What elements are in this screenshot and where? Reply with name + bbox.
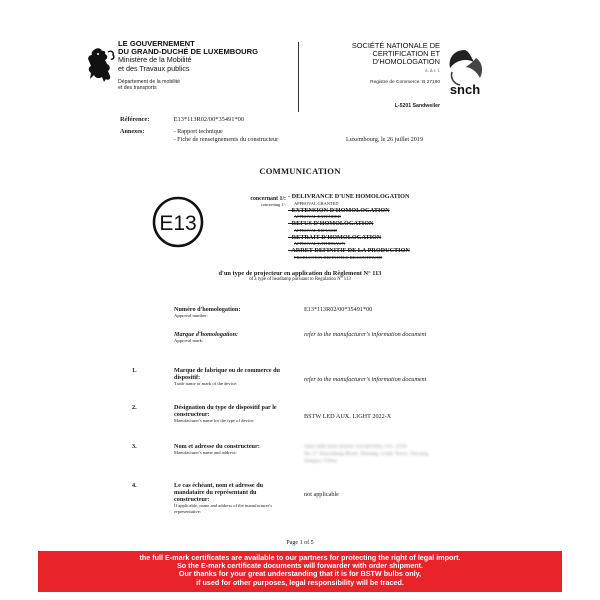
projector-en: of a type of headlamp pursuant to Regulation N° 113 [249,277,351,282]
document-title: COMMUNICATION [259,166,341,176]
issue-date: Luxembourg, le 26 juillet 2019 [346,136,424,143]
concern-item-fr: - RETRAIT D'HOMOLOGATION [288,233,382,241]
trade-name-value: refer to the manufacturer's information document [304,376,427,383]
emark-label: E13 [159,212,197,235]
projector-fr: d'un type de projecteur en application du Règlement N° 113 [218,270,382,277]
field-number: 2. [132,404,137,411]
manufacturer-line: No.17 Xinyuheng Road, Xintang, Cuiki Town, Taicang, [304,451,430,458]
field-label-en: Approval number: [174,313,208,318]
concern-item [288,235,498,247]
concerning-label [230,196,286,208]
banner-line: if used for other purposes, legal responsibility will be traced. [196,577,404,587]
concern-item-en: APPROVAL WITHDRAWN [294,241,346,247]
reference-value: E13*113R02/00*35491*00 [173,116,245,123]
snch-address: L-5201 Sandweiler [394,102,440,109]
concerning-label-en: concerning 1/: [260,202,286,208]
snch-registry: Registre de Commerce: B 27180 [370,79,440,85]
approval-number-value: E13*113R02/00*35491*00 [304,306,373,313]
concern-item-fr: - EXTENSION D'HOMOLOGATION [288,206,390,214]
projector-statement [0,270,600,282]
banner-line: the full E-mark certificates are available to our partners for protecting the right of legal import. [139,553,461,562]
gov-line-4: et des Travaux publics [118,63,190,73]
annex-item: - Fiche de renseignements du constructeur [173,135,279,143]
banner-line: So the E-mark certificate documents will forwarder with order shipment. [176,561,424,571]
field-number: 1. [132,367,137,374]
field-label-en: Manufacturer's name and address: [174,450,237,455]
dept-line-1: Département de la mobilité [118,78,180,85]
legal-notice-banner [38,551,562,592]
header-divider [298,42,299,112]
concern-item [288,194,498,206]
snch-logo-text: snch [449,82,481,97]
annexes-block [120,128,278,143]
field-label-fr: Désignation du type de dispositif par le constructeur: [174,404,277,418]
page-number: Page 1 of 5 [286,540,314,546]
emark-icon [152,196,204,248]
banner-line: Our thanks for your great understanding that it is for BSTW bulbs only, [178,569,422,579]
concern-item [288,221,498,233]
snch-line-1: SOCIÉTÉ NATIONALE DE [351,41,440,50]
government-header [118,40,298,91]
field-label-fr: Marque de fabrique ou de commerce du dispositif: [174,367,280,381]
annexes-label: Annexes: [120,128,145,135]
concern-item-en: APPROVAL REFUSED [294,227,338,233]
field-label-en: Approval mark: [174,338,204,343]
concerning-label-fr: concernant 1/: [250,196,286,202]
concern-item [288,248,498,260]
concern-item-en: PRODUCTION DEFINITELY DISCONTINUED [294,254,383,260]
manufacturer-value [304,444,494,466]
field-label-fr: Marque d'homologation: [174,331,239,338]
gov-line-2: DU GRAND-DUCHÉ DE LUXEMBOURG [118,47,259,57]
field-label-fr: Numéro d'homologation: [174,306,241,313]
reference-label: Référence: [120,116,150,123]
device-type-value: BSTW LED AUX. LIGHT 2022-X [304,413,392,420]
concern-item [288,208,498,220]
manufacturer-line: YAO SHI HAI JIANG LIGHTING CO., LTD [304,444,407,450]
concerning-list [288,194,498,262]
field-label-fr: Le cas échéant, nom et adresse du mandataire du représentant du constructeur: [174,482,264,503]
field-number: 4. [132,482,137,489]
concern-item-en: APPROVAL GRANTED [294,200,339,206]
concern-item-fr: - ARRET DEFINITIF DE LA PRODUCTION [288,247,410,255]
concern-item-en: APPROVAL EXTENDED [294,214,341,220]
snch-line-2: CERTIFICATION ET D'HOMOLOGATION [372,49,440,67]
concern-item-fr: - DELIVRANCE D'UNE HOMOLOGATION [288,193,410,200]
field-number: 3. [132,443,137,450]
field-label-en: Trade name or mark of the device: [174,381,238,386]
snch-header [304,42,440,109]
concern-item-fr: - REFUS D'HOMOLOGATION [288,220,374,228]
manufacturer-line: Jiangsu, China [304,458,337,465]
approval-mark-value: refer to the manufacturer's information document [304,331,427,338]
snch-logo-icon [440,46,490,98]
annex-item: - Rapport technique [173,128,223,135]
gov-line-1: LE GOUVERNEMENT [118,39,195,48]
dept-line-2: et des transports [118,84,157,91]
field-label-fr: Nom et adresse du constructeur: [174,443,260,450]
gov-line-3: Ministère de la Mobilité [118,55,192,65]
representative-value: not applicable [304,491,339,498]
luxembourg-lion-icon [84,46,116,86]
reference-row [120,116,244,123]
field-label-en: Manufacturer's name for the type of device: [174,418,255,423]
field-label-en: If applicable, name and address of the manufacturer's representative: [174,503,273,514]
snch-sub: s. à r. l. [425,67,440,73]
